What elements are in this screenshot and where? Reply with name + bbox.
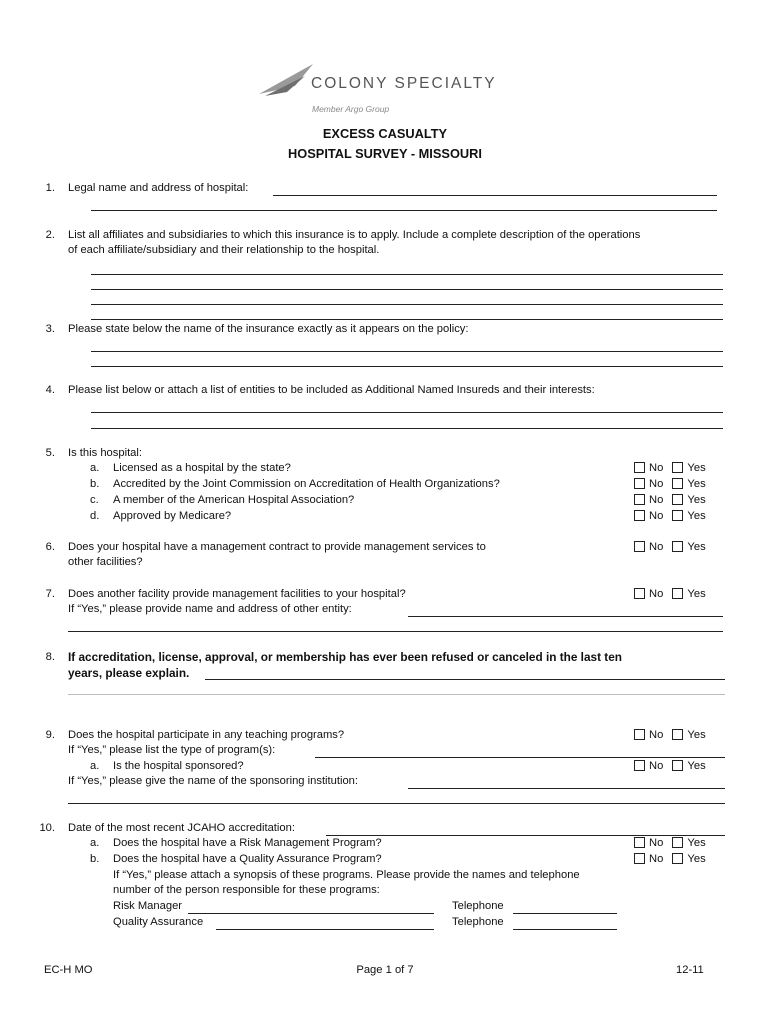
q9a-text: Is the hospital sponsored?	[113, 760, 244, 772]
risk-manager-telephone-field[interactable]	[513, 913, 617, 914]
yes-label: Yes	[687, 853, 706, 865]
q2-answer-line-2[interactable]	[91, 289, 723, 290]
q10-number: 10.	[39, 822, 55, 834]
no-label: No	[649, 837, 664, 849]
q5b-options	[634, 477, 706, 493]
q10b-yes-checkbox[interactable]	[672, 853, 683, 864]
q7-label-line-1: Does another facility provide management facilities to your hospital?	[68, 588, 406, 600]
q5a-options	[634, 461, 706, 477]
q7-number: 7.	[45, 588, 55, 600]
q10-note-line-2: number of the person responsible for these programs:	[113, 884, 380, 896]
quality-assurance-label: Quality Assurance	[113, 916, 204, 928]
page-number: Page 1 of 7	[356, 964, 414, 976]
q5a-text: Licensed as a hospital by the state?	[113, 462, 291, 474]
brand-name: COLONY SPECIALTY	[311, 75, 497, 92]
no-label: No	[649, 588, 664, 600]
q3-answer-line-2[interactable]	[91, 366, 723, 367]
no-label: No	[649, 462, 664, 474]
q4-number: 4.	[45, 384, 55, 396]
q2-answer-line-4[interactable]	[91, 319, 723, 320]
q7-answer-line-1[interactable]	[408, 616, 723, 617]
q8-number: 8.	[45, 651, 55, 663]
no-label: No	[649, 541, 664, 553]
q10b-options	[634, 852, 706, 868]
form-id: EC-H MO	[44, 964, 93, 976]
q5b-text: Accredited by the Joint Commission on Accreditation of Health Organizations?	[113, 478, 500, 490]
q1-number: 1.	[45, 182, 55, 194]
q5b-yes-checkbox[interactable]	[672, 478, 683, 489]
q3-answer-line-1[interactable]	[91, 351, 723, 352]
q10b-letter: b.	[90, 853, 100, 865]
q5c-text: A member of the American Hospital Association?	[113, 494, 355, 506]
q5c-letter: c.	[90, 494, 99, 506]
yes-label: Yes	[687, 837, 706, 849]
q7-answer-line-2[interactable]	[68, 631, 723, 632]
q5d-letter: d.	[90, 510, 100, 522]
q9-program-answer-line[interactable]	[315, 757, 725, 758]
q10b-no-checkbox[interactable]	[634, 853, 645, 864]
yes-label: Yes	[687, 462, 706, 474]
q10a-yes-checkbox[interactable]	[672, 837, 683, 848]
q10-label: Date of the most recent JCAHO accreditation:	[68, 822, 295, 834]
q5d-options	[634, 509, 706, 525]
quality-assurance-name-field[interactable]	[216, 929, 434, 930]
no-label: No	[649, 729, 664, 741]
q7-options	[634, 587, 706, 603]
yes-label: Yes	[687, 494, 706, 506]
q10a-text: Does the hospital have a Risk Management Program?	[113, 837, 382, 849]
risk-manager-label: Risk Manager	[113, 900, 183, 912]
risk-manager-name-field[interactable]	[188, 913, 434, 914]
yes-label: Yes	[687, 729, 706, 741]
q5d-yes-checkbox[interactable]	[672, 510, 683, 521]
q7-label-line-2: If “Yes,” please provide name and address of other entity:	[68, 603, 352, 615]
document-subtitle: HOSPITAL SURVEY - MISSOURI	[288, 146, 482, 161]
brand-subtitle: Member Argo Group	[312, 104, 390, 114]
qa-telephone-label: Telephone	[452, 916, 504, 928]
q10b-text: Does the hospital have a Quality Assurance Program?	[113, 853, 382, 865]
no-label: No	[649, 853, 664, 865]
q5b-no-checkbox[interactable]	[634, 478, 645, 489]
company-logo	[257, 62, 517, 118]
q1-label: Legal name and address of hospital:	[68, 182, 249, 194]
q6-no-checkbox[interactable]	[634, 541, 645, 552]
q7-yes-checkbox[interactable]	[672, 588, 683, 599]
q6-label-line-2: other facilities?	[68, 556, 143, 568]
q8-label-line-2: years, please explain.	[68, 666, 190, 680]
q5b-letter: b.	[90, 478, 100, 490]
q9-institution-answer-line-1[interactable]	[408, 788, 725, 789]
yes-label: Yes	[687, 588, 706, 600]
q7-no-checkbox[interactable]	[634, 588, 645, 599]
yes-label: Yes	[687, 510, 706, 522]
q5-label: Is this hospital:	[68, 447, 142, 459]
q9-label-line-1: Does the hospital participate in any teaching programs?	[68, 729, 345, 741]
q10-note-line-1: If “Yes,” please attach a synopsis of these programs. Please provide the names and telephone	[113, 869, 580, 881]
quality-assurance-telephone-field[interactable]	[513, 929, 617, 930]
q8-answer-line-1[interactable]	[205, 679, 725, 680]
no-label: No	[649, 760, 664, 772]
q8-answer-line-2[interactable]	[68, 694, 725, 695]
q3-label: Please state below the name of the insurance exactly as it appears on the policy:	[68, 323, 469, 335]
q1-answer-line-2[interactable]	[91, 210, 717, 211]
q9-yes-checkbox[interactable]	[672, 729, 683, 740]
q5c-yes-checkbox[interactable]	[672, 494, 683, 505]
risk-telephone-label: Telephone	[452, 900, 504, 912]
q4-answer-line-1[interactable]	[91, 412, 723, 413]
q6-yes-checkbox[interactable]	[672, 541, 683, 552]
q2-answer-line-3[interactable]	[91, 304, 723, 305]
q10a-options	[634, 836, 706, 852]
yes-label: Yes	[687, 541, 706, 553]
q9-options	[634, 728, 706, 744]
q10a-letter: a.	[90, 837, 100, 849]
q5c-options	[634, 493, 706, 509]
q8-label-line-1: If accreditation, license, approval, or membership has ever been refused or canceled in the last ten	[68, 650, 622, 664]
q9a-no-checkbox[interactable]	[634, 760, 645, 771]
q5d-no-checkbox[interactable]	[634, 510, 645, 521]
q6-number: 6.	[45, 541, 55, 553]
q9a-yes-checkbox[interactable]	[672, 760, 683, 771]
edition-date: 12-11	[676, 964, 704, 976]
document-title: EXCESS CASUALTY	[322, 126, 448, 141]
q5a-no-checkbox[interactable]	[634, 462, 645, 473]
q5a-letter: a.	[90, 462, 100, 474]
q9-label-line-4: If “Yes,” please give the name of the sponsoring institution:	[68, 775, 359, 787]
q9a-letter: a.	[90, 760, 100, 772]
q9a-options	[634, 759, 706, 775]
q9-label-line-2: If “Yes,” please list the type of program(s):	[68, 744, 276, 756]
q2-number: 2.	[45, 229, 55, 241]
no-label: No	[649, 494, 664, 506]
q9-institution-answer-line-2[interactable]	[68, 803, 725, 804]
yes-label: Yes	[687, 760, 706, 772]
q9-number: 9.	[45, 729, 55, 741]
q2-label-line-2: of each affiliate/subsidiary and their relationship to the hospital.	[68, 244, 380, 256]
swoosh-logo-icon	[257, 62, 317, 102]
yes-label: Yes	[687, 478, 706, 490]
q6-options	[634, 540, 706, 556]
no-label: No	[649, 510, 664, 522]
q2-answer-line-1[interactable]	[91, 274, 723, 275]
q1-answer-line-1[interactable]	[273, 195, 717, 196]
q6-label-line-1: Does your hospital have a management contract to provide management services to	[68, 541, 486, 553]
q10a-no-checkbox[interactable]	[634, 837, 645, 848]
q5a-yes-checkbox[interactable]	[672, 462, 683, 473]
q3-number: 3.	[45, 323, 55, 335]
q4-label: Please list below or attach a list of entities to be included as Additional Named Insureds and their interests:	[68, 384, 595, 396]
q5c-no-checkbox[interactable]	[634, 494, 645, 505]
q9-no-checkbox[interactable]	[634, 729, 645, 740]
q5d-text: Approved by Medicare?	[113, 510, 232, 522]
q4-answer-line-2[interactable]	[91, 428, 723, 429]
q2-label-line-1: List all affiliates and subsidiaries to which this insurance is to apply. Include a complete description of the operations	[68, 229, 641, 241]
q5-number: 5.	[45, 447, 55, 459]
no-label: No	[649, 478, 664, 490]
